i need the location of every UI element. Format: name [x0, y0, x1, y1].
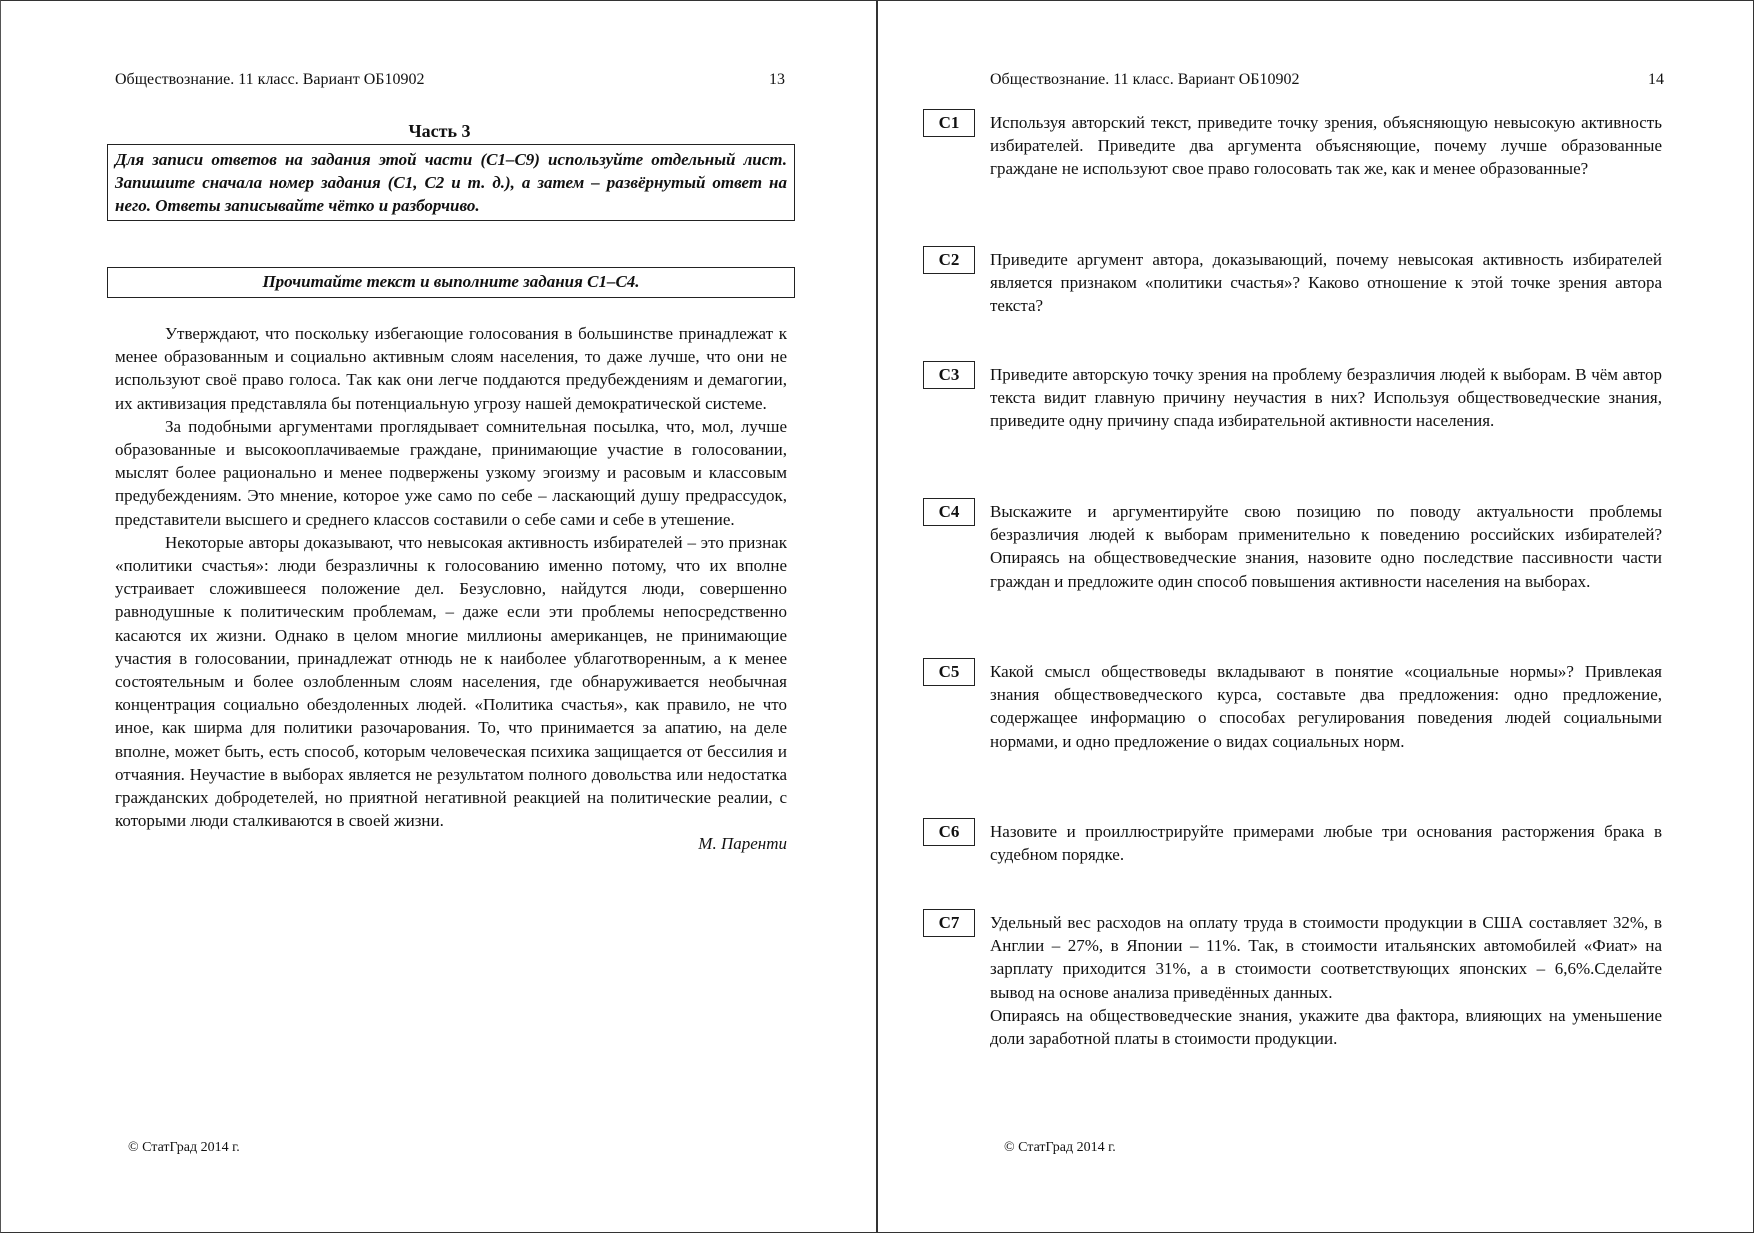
left-page — [0, 0, 877, 1233]
task-text — [990, 248, 1662, 318]
task-text — [990, 500, 1662, 593]
task-text — [990, 820, 1662, 866]
task-text-line: Используя авторский текст, приведите точку зрения, объясняющую невысокую активность избирателей. Приведите два аргумента объясняющие, почему лучше образованные граждане не используют свое право голосовать так же, как и менее образованные? — [990, 113, 1662, 179]
task-label: С3 — [923, 361, 975, 389]
page-number: 13 — [769, 71, 785, 88]
task-text-line: Удельный вес расходов на оплату труда в стоимости продукции в США составляет 32%, в Англии – 27%, в Японии – 11%. Так, в стоимости итальянских автомобилей «Фиат» на зарплату приходится 31%, а в стоимости соответствующих японских – 6,6%.Сделайте вывод на основе анализа приведённых данных. — [990, 913, 1662, 1002]
task-label: С6 — [923, 818, 975, 846]
task-text — [990, 660, 1662, 753]
task-label: С4 — [923, 498, 975, 526]
text-paragraph: За подобными аргументами проглядывает сомнительная посылка, что, мол, лучше образованные и высокооплачиваемые граждане, принимающие участие в голосовании, мыслят более рационально и менее подвержены узкому эгоизму и расовым и классовым предубеждениям. Это мнение, которое уже само по себе – ласкающий душу предрассудок, представители высшего и среднего классов составили о себе сами и себе в утешение. — [115, 416, 787, 529]
page-number: 14 — [1648, 71, 1664, 88]
task-text — [990, 911, 1662, 1050]
text-author: М. Паренти — [698, 834, 787, 854]
task-label: С1 — [923, 109, 975, 137]
read-instruction-box: Прочитайте текст и выполните задания С1–С4. — [107, 267, 795, 298]
source-text — [115, 322, 787, 856]
task-text-line: Выскажите и аргументируйте свою позицию по поводу актуальности проблемы безразличия людей к выборам применительно к поведению российских избирателей? Опираясь на обществоведческие знания, назовите одно последствие пассивности части граждан и предложите один способ повышения активности населения на выборах. — [990, 502, 1662, 591]
task-text-line: Приведите аргумент автора, доказывающий, почему невысокая активность избирателей является признаком «политики счастья»? Каково отношение к этой точке зрения автора текста? — [990, 250, 1662, 316]
text-paragraph: Утверждают, что поскольку избегающие голосования в большинстве принадлежат к менее образованным и социально активным слоям населения, то даже лучше, что они не используют своё право голоса. Так как они легче поддаются предубеждениям и демагогии, их активизация представляла бы потенциальную угрозу нашей демократической системе. — [115, 324, 787, 413]
part-title: Часть 3 — [408, 121, 471, 141]
page-header-title: Обществознание. 11 класс. Вариант ОБ10902 — [115, 71, 425, 88]
page-header-title: Обществознание. 11 класс. Вариант ОБ10902 — [990, 71, 1300, 88]
page-footer: © СтатГрад 2014 г. — [128, 1140, 240, 1155]
instruction-box: Для записи ответов на задания этой части (С1–С9) используйте отдельный лист. Запишите сначала номер задания (С1, С2 и т. д.), а затем – развёрнутый ответ на него. Ответы записывайте чётко и разборчиво. — [107, 144, 795, 221]
task-label: С5 — [923, 658, 975, 686]
task-label: С7 — [923, 909, 975, 937]
task-text-line: Опираясь на обществоведческие знания, укажите два фактора, влияющих на уменьшение доли заработной платы в стоимости продукции. — [990, 1005, 1662, 1049]
task-label: С2 — [923, 246, 975, 274]
text-paragraph: Некоторые авторы доказывают, что невысокая активность избирателей – это признак «политики счастья»: люди безразличны к голосованию именно потому, что их вполне устраивает сложившееся положение дел. Безусловно, найдутся люди, совершенно равнодушные к политическим проблемам, – даже если эти проблемы непосредственно касаются их жизни. Однако в целом многие миллионы американцев, не принимающие участия в голосовании, принадлежат отнюдь не к наиболее ублаготворенным, а к менее состоятельным и более озлобленным слоям населения, где обнаруживается необычная концентрация социально обездоленных людей. «Политика счастья», как правило, не что иное, как ширма для политики разочарования. То, что принимается за апатию, на деле вполне, может быть, есть способ, которым человеческая психика защищается от бессилия и отчаяния. Неучастие в выборах является не результатом полного довольства или недостатка гражданских добродетелей, но приятной негативной реакцией на политические реалии, с которыми люди сталкиваются в своей жизни. — [115, 532, 787, 831]
right-page — [877, 0, 1754, 1233]
task-text-line: Какой смысл обществоведы вкладывают в понятие «социальные нормы»? Привлекая знания обществоведческого курса, составьте два предложения: одно предложение, содержащее информацию о способах регулирования поведения людей социальными нормами, и одно предложение о видах социальных норм. — [990, 662, 1662, 751]
task-text — [990, 363, 1662, 433]
page-footer: © СтатГрад 2014 г. — [1004, 1140, 1116, 1155]
task-text-line: Приведите авторскую точку зрения на проблему безразличия людей к выборам. В чём автор текста видит главную причину неучастия в них? Используя обществоведческие знания, приведите одну причину спада избирательной активности населения. — [990, 365, 1662, 431]
task-text-line: Назовите и проиллюстрируйте примерами любые три основания расторжения брака в судебном порядке. — [990, 822, 1662, 865]
task-text — [990, 111, 1662, 181]
